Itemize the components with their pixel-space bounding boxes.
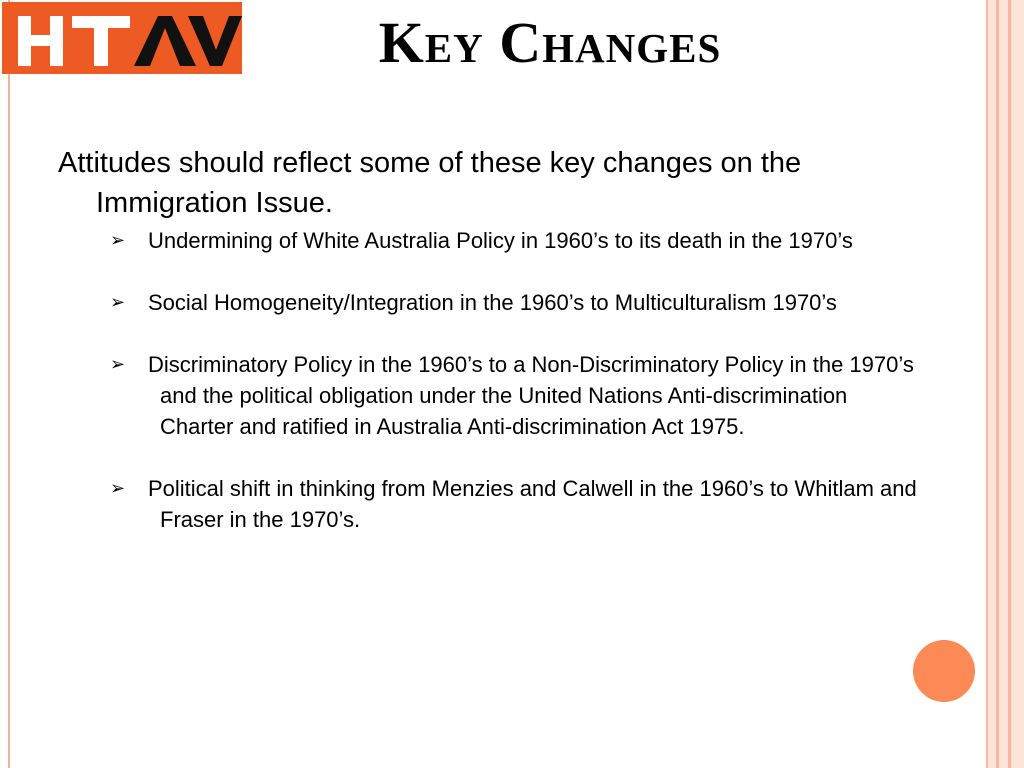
list-item <box>110 225 918 256</box>
key-changes-list <box>58 225 918 535</box>
list-item-text: Political shift in thinking from Menzies and Calwell in the 1960’s to Whitlam and Fraser in the 1970’s. <box>148 476 917 532</box>
htav-logo-graphic <box>2 2 242 74</box>
left-border-line <box>8 0 10 768</box>
arrow-bullet-icon: ➢ <box>110 354 126 374</box>
list-item-text: Social Homogeneity/Integration in the 1960’s to Multiculturalism 1970’s <box>148 290 837 315</box>
slide-title: Key Changes <box>378 10 722 75</box>
slide-body <box>58 143 918 566</box>
orange-circle-decoration <box>913 640 975 702</box>
list-item-text: Undermining of White Australia Policy in 1960’s to its death in the 1970’s <box>148 228 853 253</box>
arrow-bullet-icon: ➢ <box>110 292 126 312</box>
list-item <box>110 287 918 318</box>
list-item <box>110 349 918 442</box>
arrow-bullet-icon: ➢ <box>110 230 126 250</box>
intro-text: Attitudes should reflect some of these key changes on the Immigration Issue. <box>58 147 802 219</box>
arrow-bullet-icon: ➢ <box>110 478 126 498</box>
list-item-text: Discriminatory Policy in the 1960’s to a Non-Discriminatory Policy in the 1970’s and the political obligation under the United Nations Anti-discrimination Charter and ratified in Australia Anti-discrimination Act 1975. <box>148 352 914 439</box>
right-border-stripes <box>978 0 1024 768</box>
htav-logo <box>2 2 242 74</box>
list-item <box>110 473 918 535</box>
